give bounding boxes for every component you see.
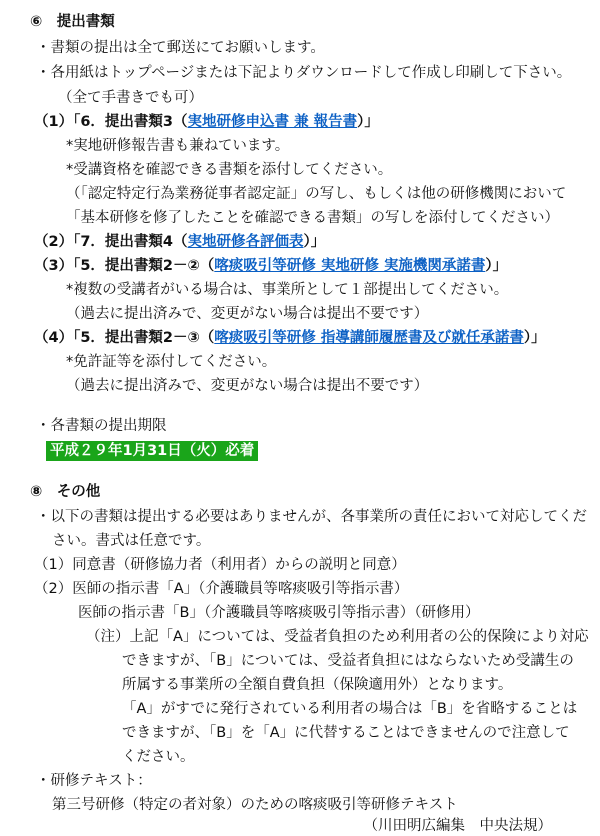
submission-item-1-suffix: ）」 (357, 114, 379, 130)
item-4-note-2: （過去に提出済みで、変更がない場合は提出不要です） (66, 378, 429, 394)
item-1-note-3: （「認定特定行為業務従事者認定証」の写し、もしくは他の研修機関において (66, 186, 567, 202)
note-line-1: （注）上記「A」については、受益者負担のため利用者の公的保険により対応 (86, 629, 589, 645)
textbook-label: ・研修テキスト： (36, 773, 152, 789)
textbook-credit: （川田明広編集 中央法規） (363, 818, 552, 834)
item-3-note-2: （過去に提出済みで、変更がない場合は提出不要です） (66, 306, 429, 322)
deadline-label: ・各書類の提出期限 (36, 418, 167, 434)
submission-item-1-prefix: （1）「6．提出書類3（ (34, 114, 188, 130)
note-line-3: 所属する事業所の全額自費負担（保険適用外）となります。 (122, 677, 513, 693)
section-6-heading: ⑥ 提出書類 (30, 14, 115, 30)
textbook-title: 第三号研修（特定の者対象）のための喀痰吸引等研修テキスト (52, 797, 458, 813)
link-institution-consent-form[interactable]: 喀痰吸引等研修 実地研修 実施機関承諾書 (214, 258, 486, 274)
note-line-6: ください。 (122, 749, 195, 765)
deadline-highlight: 平成２９年1月31日（火）必着 (46, 441, 258, 461)
submission-item-3 (34, 256, 507, 276)
other-intro-line-2: さい。書式は任意です。 (52, 533, 211, 549)
link-practical-training-evaluation[interactable]: 実地研修各評価表 (187, 234, 304, 250)
item-3-note-1: *複数の受講者がいる場合は、事業所として１部提出してください。 (66, 282, 509, 298)
submission-item-2-prefix: （2）「7．提出書類4（ (34, 234, 188, 250)
note-line-4: 「A」がすでに発行されている利用者の場合は「B」を省略することは (122, 701, 578, 717)
submission-item-3-suffix: ）」 (485, 258, 508, 274)
handwritten-ok-note: （全て手書きでも可） (58, 90, 203, 106)
link-practical-training-application[interactable]: 実地研修申込書 兼 報告書 (187, 114, 358, 130)
note-line-2: できますが、「B」については、受益者負担にはならないため受講生の (122, 653, 574, 669)
section-8-heading: ⑧ その他 (30, 484, 101, 500)
other-item-1: （1）同意書（研修協力者（利用者）からの説明と同意） (34, 557, 406, 573)
bullet-submission-by-mail: ・書類の提出は全て郵送にてお願いします。 (36, 40, 325, 56)
other-intro-line-1: ・以下の書類は提出する必要はありませんが、各事業所の責任において対応してくだ (36, 509, 587, 525)
other-item-2-line-1: （2）医師の指示書「A」（介護職員等喀痰吸引等指示書） (34, 581, 409, 597)
other-item-2-line-2: 医師の指示書「B」（介護職員等喀痰吸引等指示書）（研修用） (78, 605, 480, 621)
item-1-note-4: 「基本研修を修了したことを確認できる書類」の写しを添付してください） (66, 210, 559, 226)
submission-item-1 (34, 112, 379, 132)
submission-item-4-prefix: （4）「5．提出書類2－③（ (34, 330, 215, 346)
submission-item-4-suffix: ）」 (523, 330, 546, 346)
item-1-note-2: *受講資格を確認できる書類を添付してください。 (66, 162, 393, 178)
item-4-note-1: *免許証等を添付してください。 (66, 354, 277, 370)
link-instructor-resume-form[interactable]: 喀痰吸引等研修 指導講師履歴書及び就任承諾書 (214, 330, 524, 346)
submission-item-2-suffix: ）」 (303, 234, 326, 250)
bullet-download-forms: ・各用紙はトップページまたは下記よりダウンロードして作成し印刷して下さい。 (36, 65, 572, 81)
item-1-note-1: *実地研修報告書も兼ねています。 (66, 138, 290, 154)
submission-item-4 (34, 328, 546, 348)
submission-item-2 (34, 232, 325, 252)
note-line-5: できますが、「B」を「A」に代替することはできませんので注意して (122, 725, 570, 741)
deadline-value (46, 441, 258, 461)
submission-item-3-prefix: （3）「5．提出書類2－②（ (34, 258, 215, 274)
